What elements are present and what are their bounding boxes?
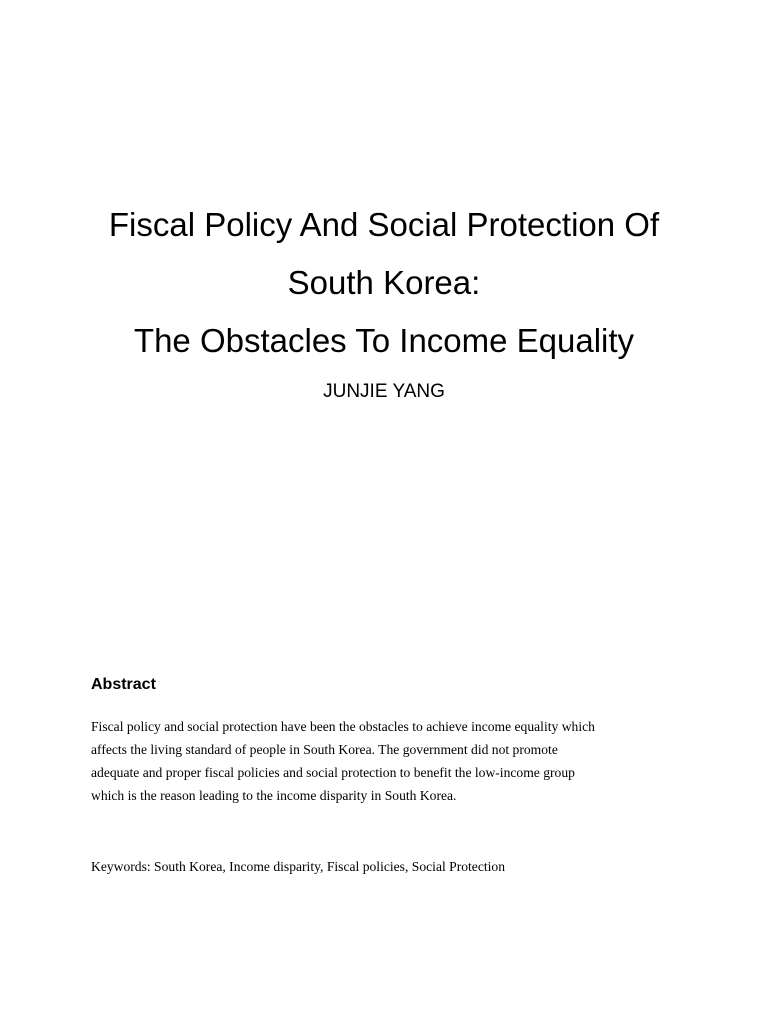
abstract-line: affects the living standard of people in South Korea. The government did not promote bbox=[91, 742, 558, 757]
keywords: Keywords: South Korea, Income disparity, Fiscal policies, Social Protection bbox=[91, 859, 506, 874]
paper-title-line-2: South Korea: bbox=[287, 264, 481, 301]
author-name: JUNJIE YANG bbox=[323, 381, 445, 402]
title-block bbox=[60, 196, 708, 405]
abstract-line: which is the reason leading to the income disparity in South Korea. bbox=[91, 788, 457, 803]
abstract-line: Fiscal policy and social protection have been the obstacles to achieve income equality which bbox=[91, 719, 595, 734]
paper-title-line-1: Fiscal Policy And Social Protection Of bbox=[108, 206, 660, 243]
abstract-heading: Abstract bbox=[91, 676, 156, 693]
abstract-line: adequate and proper fiscal policies and social protection to benefit the low-income group bbox=[91, 765, 575, 780]
paper-title-line-3: The Obstacles To Income Equality bbox=[133, 322, 635, 359]
abstract-body bbox=[91, 715, 681, 807]
